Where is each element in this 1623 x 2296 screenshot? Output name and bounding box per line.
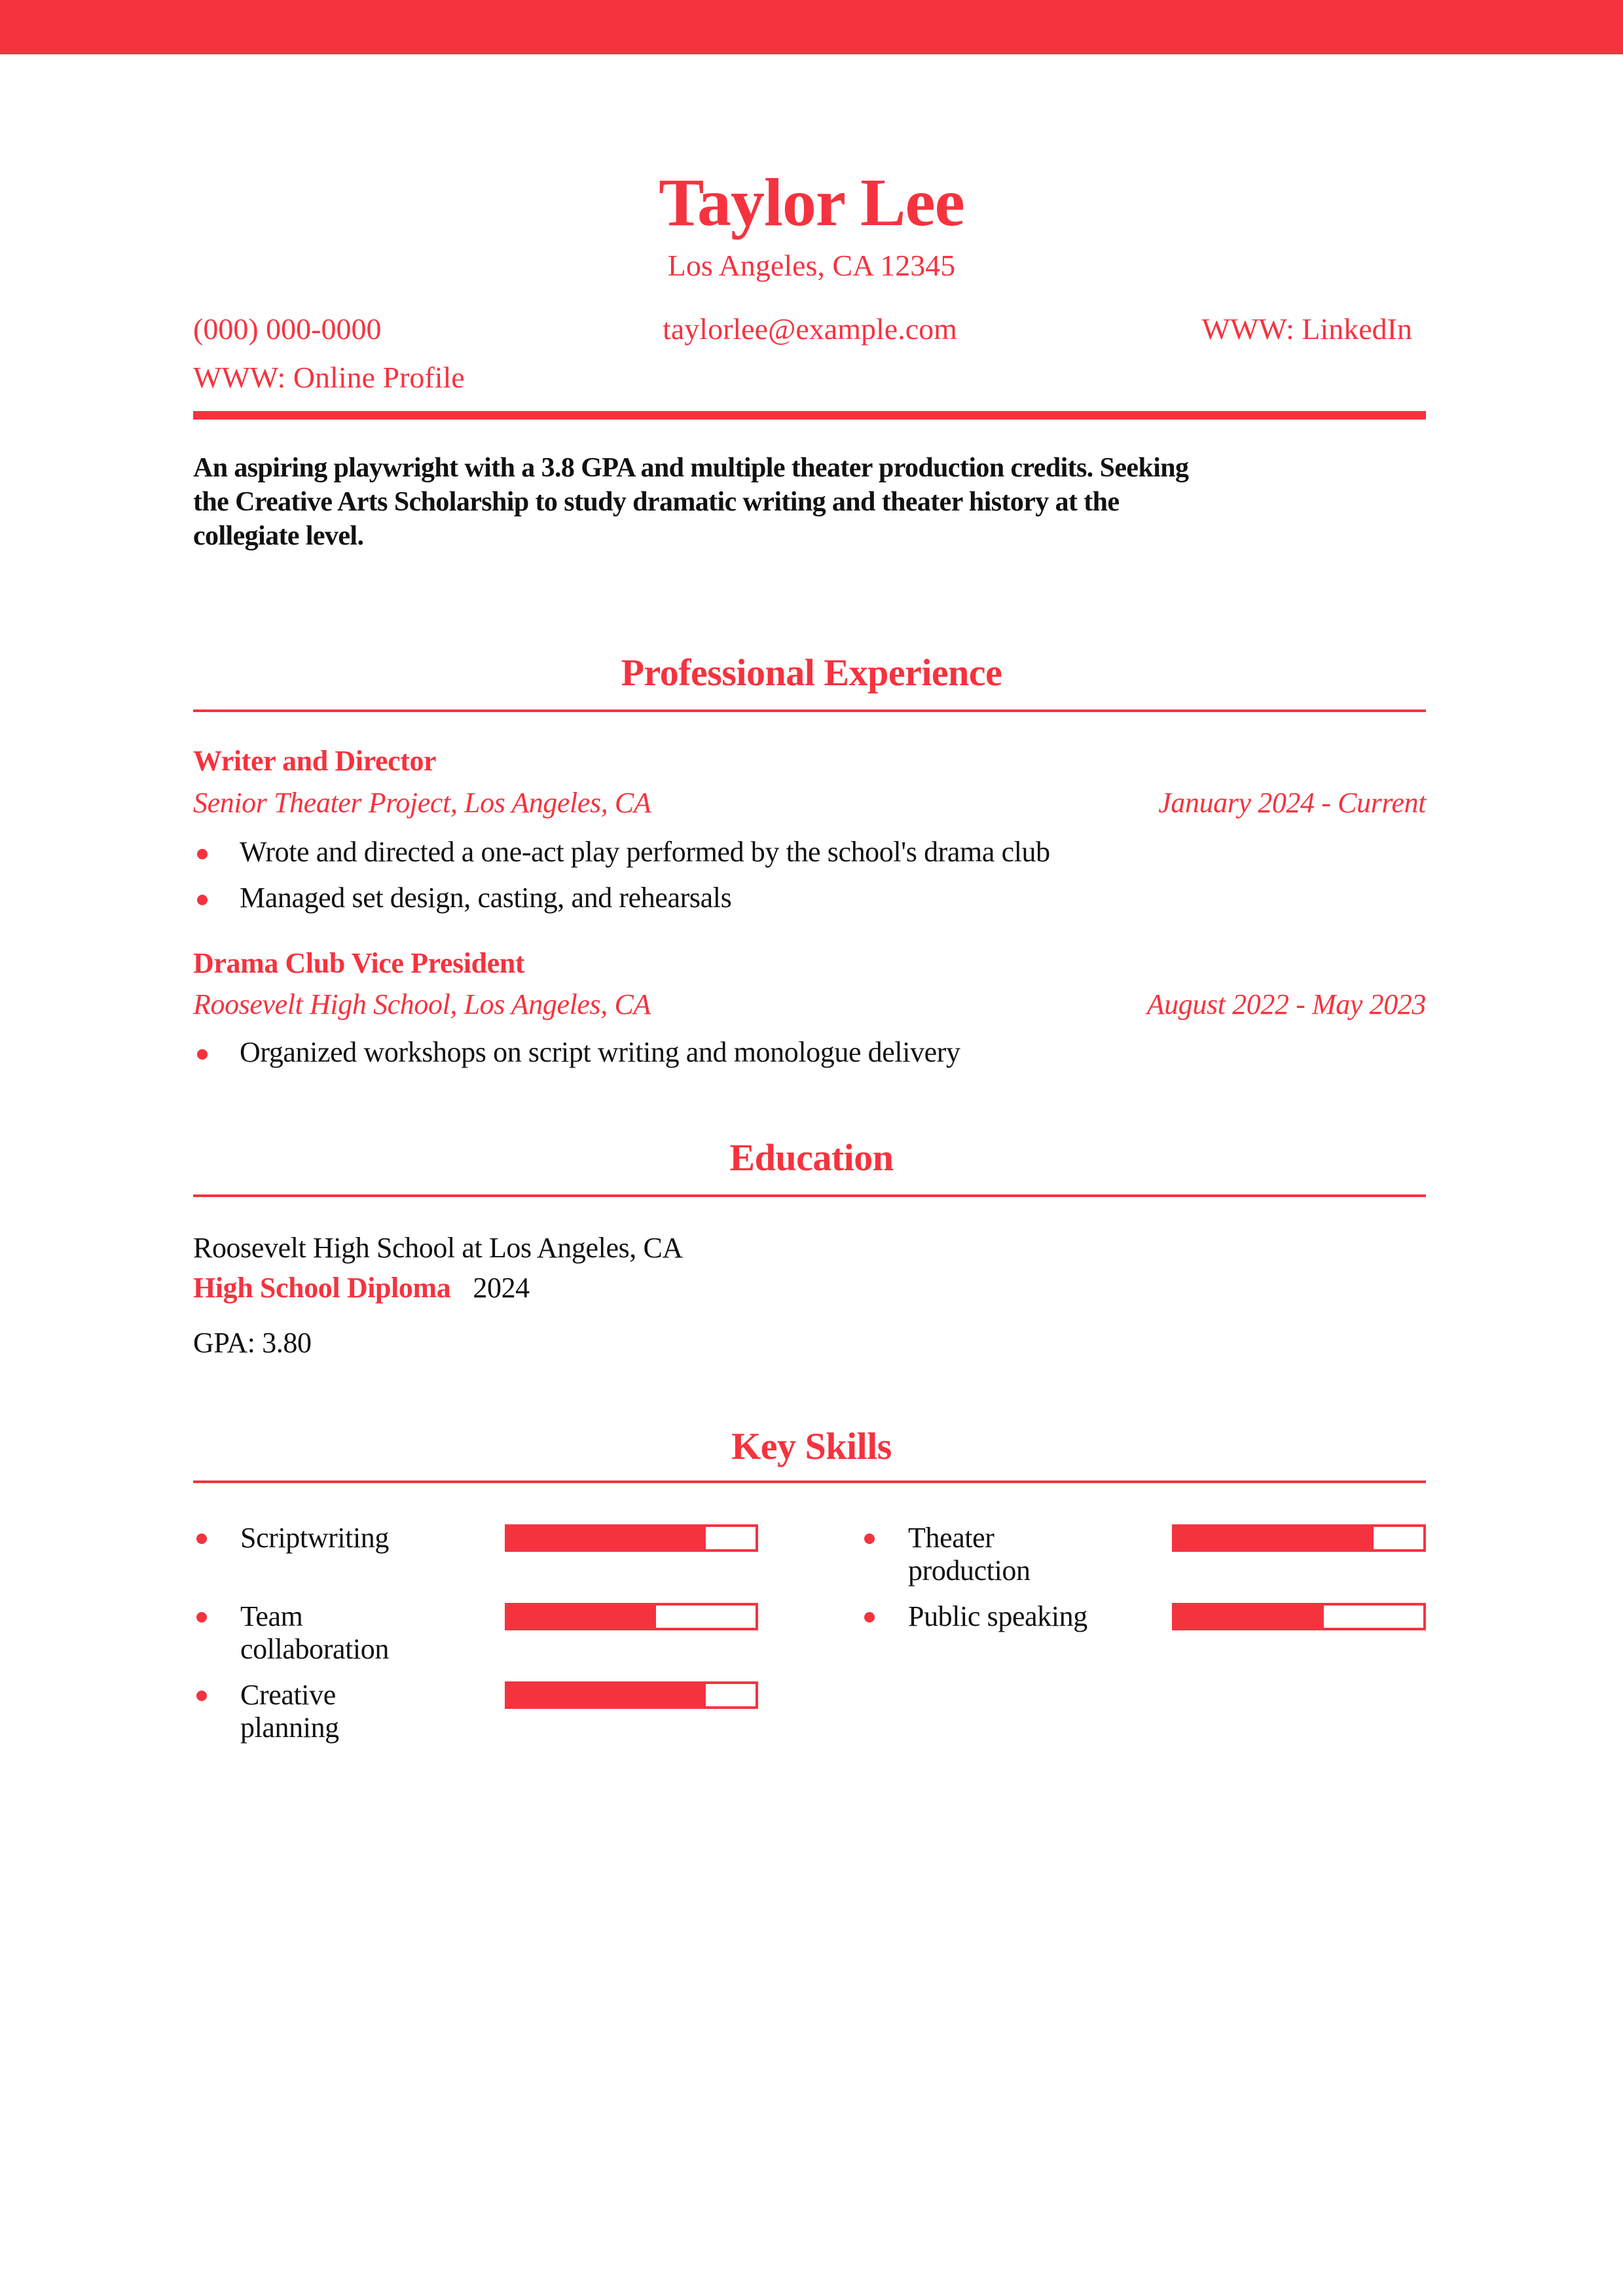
skill-item xyxy=(193,1600,782,1666)
bullet-icon xyxy=(197,849,208,859)
skill-level-fill xyxy=(507,1605,656,1628)
contact-email[interactable]: taylorlee@example.com xyxy=(663,312,957,346)
skill-item xyxy=(193,1522,782,1587)
job-dates: January 2024 - Current xyxy=(1158,787,1426,819)
skill-name: Theater production xyxy=(908,1522,1030,1587)
skill-item xyxy=(861,1600,1426,1640)
bullet-text: Wrote and directed a one-act play performed by the school's drama club xyxy=(240,836,1050,868)
section-heading-education: Education xyxy=(729,1136,894,1179)
bullet-icon xyxy=(197,1049,208,1060)
skill-level-fill xyxy=(1175,1605,1324,1628)
job-organization: Senior Theater Project, Los Angeles, CA xyxy=(193,787,651,819)
education-school: Roosevelt High School at Los Angeles, CA xyxy=(193,1232,683,1264)
skill-item xyxy=(861,1522,1426,1587)
job-dates: August 2022 - May 2023 xyxy=(1146,988,1426,1020)
contact-online-profile-link[interactable]: WWW: Online Profile xyxy=(193,361,465,394)
top-accent-bar xyxy=(0,0,1623,54)
section-heading-experience: Professional Experience xyxy=(621,651,1002,694)
bullet-text: Organized workshops on script writing and monologue delivery xyxy=(240,1036,960,1068)
skill-name: Public speaking xyxy=(908,1600,1087,1632)
section-divider xyxy=(193,1194,1426,1197)
bullet-icon xyxy=(196,1691,207,1701)
skill-name: Team collaboration xyxy=(240,1600,389,1665)
job-title: Drama Club Vice President xyxy=(193,947,525,979)
bullet-icon xyxy=(196,1612,207,1623)
section-divider xyxy=(193,1480,1426,1483)
candidate-name: Taylor Lee xyxy=(659,165,964,240)
bullet-icon xyxy=(864,1534,875,1544)
education-gpa: GPA: 3.80 xyxy=(193,1327,312,1359)
skill-level-fill xyxy=(1175,1527,1374,1549)
contact-linkedin-link[interactable]: WWW: LinkedIn xyxy=(1201,312,1412,346)
job-title: Writer and Director xyxy=(193,745,437,777)
summary-line: collegiate level. xyxy=(193,521,364,551)
contact-phone[interactable]: (000) 000-0000 xyxy=(193,312,382,346)
bullet-icon xyxy=(197,895,208,905)
candidate-location: Los Angeles, CA 12345 xyxy=(667,249,956,282)
skill-level-bar xyxy=(1172,1603,1426,1630)
skill-level-bar xyxy=(505,1524,758,1552)
skill-level-bar xyxy=(505,1603,758,1630)
education-degree-row xyxy=(193,1270,530,1306)
skill-level-fill xyxy=(507,1684,706,1706)
job-organization: Roosevelt High School, Los Angeles, CA xyxy=(193,988,651,1020)
section-divider xyxy=(193,709,1426,712)
summary-line: the Creative Arts Scholarship to study dramatic writing and theater history at the xyxy=(193,487,1120,517)
skill-name: Creative planning xyxy=(240,1679,339,1744)
bullet-icon xyxy=(196,1534,207,1544)
summary-line: An aspiring playwright with a 3.8 GPA and multiple theater production credits. Seeking xyxy=(193,453,1189,483)
education-year: 2024 xyxy=(473,1272,530,1304)
bullet-text: Managed set design, casting, and rehearsals xyxy=(240,882,732,914)
header-divider xyxy=(193,411,1426,420)
education-degree: High School Diploma xyxy=(193,1272,451,1304)
professional-summary xyxy=(193,451,1188,553)
section-heading-skills: Key Skills xyxy=(731,1425,892,1467)
skill-level-fill xyxy=(507,1527,706,1549)
skill-name: Scriptwriting xyxy=(240,1522,390,1554)
bullet-icon xyxy=(864,1612,875,1623)
skill-level-bar xyxy=(1172,1524,1426,1552)
skill-level-bar xyxy=(505,1681,758,1709)
skill-item xyxy=(193,1679,782,1744)
